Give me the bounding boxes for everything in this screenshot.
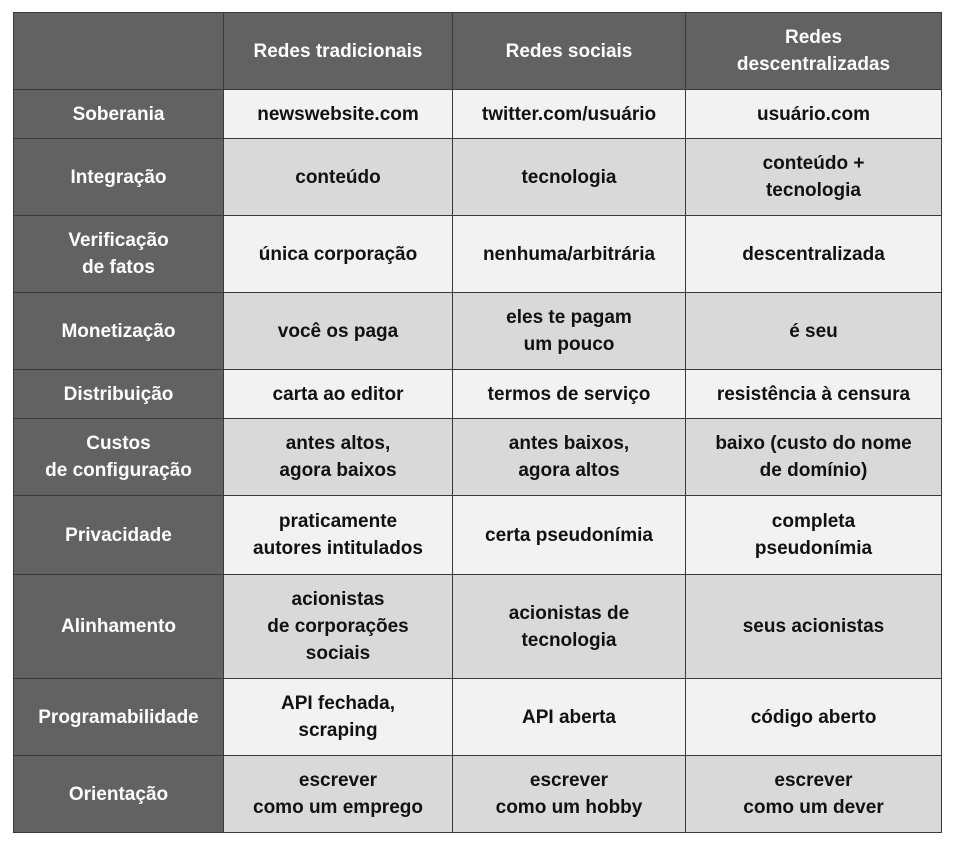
row-header: Custos de configuração	[14, 419, 224, 496]
row-header: Alinhamento	[14, 575, 224, 679]
table-cell: acionistas de corporações sociais	[224, 575, 453, 679]
table-cell: newswebsite.com	[224, 90, 453, 139]
table-cell: código aberto	[686, 679, 942, 756]
table-cell: praticamente autores intitulados	[224, 496, 453, 575]
table-row	[14, 679, 942, 756]
table-row	[14, 756, 942, 833]
column-header: Redes tradicionais	[224, 13, 453, 90]
table-cell: é seu	[686, 293, 942, 370]
table-cell: escrever como um dever	[686, 756, 942, 833]
table-cell: usuário.com	[686, 90, 942, 139]
table-cell: seus acionistas	[686, 575, 942, 679]
table-cell: eles te pagam um pouco	[453, 293, 686, 370]
table-cell: escrever como um hobby	[453, 756, 686, 833]
table-cell: API aberta	[453, 679, 686, 756]
table-cell: escrever como um emprego	[224, 756, 453, 833]
row-header: Programabilidade	[14, 679, 224, 756]
table-cell: acionistas de tecnologia	[453, 575, 686, 679]
table-cell: baixo (custo do nome de domínio)	[686, 419, 942, 496]
table-cell: antes baixos, agora altos	[453, 419, 686, 496]
corner-cell	[14, 13, 224, 90]
table-cell: única corporação	[224, 216, 453, 293]
header-row	[14, 13, 942, 90]
table-cell: termos de serviço	[453, 370, 686, 419]
table-cell: nenhuma/arbitrária	[453, 216, 686, 293]
table-cell: tecnologia	[453, 139, 686, 216]
column-header: Redes descentralizadas	[686, 13, 942, 90]
table-cell: antes altos, agora baixos	[224, 419, 453, 496]
table-row	[14, 575, 942, 679]
row-header: Integração	[14, 139, 224, 216]
table-cell: descentralizada	[686, 216, 942, 293]
table-row	[14, 139, 942, 216]
table-row	[14, 293, 942, 370]
table-cell: resistência à censura	[686, 370, 942, 419]
table-cell: completa pseudonímia	[686, 496, 942, 575]
row-header: Distribuição	[14, 370, 224, 419]
table-cell: certa pseudonímia	[453, 496, 686, 575]
table-cell: carta ao editor	[224, 370, 453, 419]
row-header: Verificação de fatos	[14, 216, 224, 293]
table-row	[14, 370, 942, 419]
table-cell: API fechada, scraping	[224, 679, 453, 756]
table-cell: conteúdo	[224, 139, 453, 216]
row-header: Orientação	[14, 756, 224, 833]
table-row	[14, 216, 942, 293]
table-cell: twitter.com/usuário	[453, 90, 686, 139]
table-row	[14, 419, 942, 496]
column-header: Redes sociais	[453, 13, 686, 90]
table-cell: conteúdo + tecnologia	[686, 139, 942, 216]
table-row	[14, 90, 942, 139]
row-header: Soberania	[14, 90, 224, 139]
table-cell: você os paga	[224, 293, 453, 370]
table-row	[14, 496, 942, 575]
row-header: Monetização	[14, 293, 224, 370]
comparison-table	[13, 12, 942, 833]
row-header: Privacidade	[14, 496, 224, 575]
